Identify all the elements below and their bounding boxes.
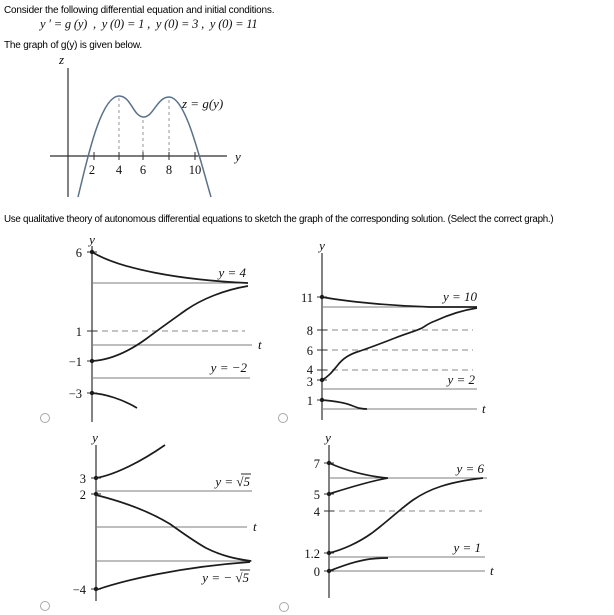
tick-label: 8 <box>306 324 313 338</box>
initial-point <box>94 476 98 480</box>
initial-point <box>320 295 324 299</box>
question-intro-text: Consider the following differential equation and initial conditions. <box>4 5 275 16</box>
tick-label: 4 <box>306 363 313 377</box>
solution-curve-from-minus1 <box>92 286 248 361</box>
initial-point <box>90 359 94 363</box>
tick-label: 5 <box>313 488 320 502</box>
initial-point <box>327 551 331 555</box>
option-a-graph <box>69 232 262 422</box>
equilibrium-label: y = 6 <box>456 461 484 476</box>
gy-curve <box>78 96 211 197</box>
solution-curve-from-0 <box>329 558 388 571</box>
y-axis-label: y <box>325 430 331 445</box>
tick-label: 1 <box>306 394 313 408</box>
y-axis-label: y <box>92 430 98 445</box>
tick-label: 3 <box>306 375 313 389</box>
option-c-radio[interactable] <box>40 601 50 611</box>
initial-point <box>327 461 331 465</box>
y-axis-label: y <box>235 149 241 164</box>
tick-label: 2 <box>79 488 86 502</box>
equilibrium-label: y = √5 <box>215 474 250 489</box>
tick-label: 10 <box>188 163 202 177</box>
tick-label: 1.2 <box>304 547 320 561</box>
tick-label: 7 <box>313 457 320 471</box>
t-axis-label: t <box>482 401 486 416</box>
t-axis-label: t <box>253 519 257 534</box>
tick-label: 6 <box>306 344 313 358</box>
tick-label: 6 <box>139 163 147 177</box>
tick-label: 0 <box>313 565 320 579</box>
equilibrium-label: y = − √5 <box>202 570 249 585</box>
solution-curve-from-minus3 <box>92 393 137 408</box>
initial-point <box>90 391 94 395</box>
equilibrium-label: y = −2 <box>210 360 247 375</box>
tick-label: 1 <box>75 325 82 339</box>
solution-curve-from-3 <box>322 308 477 380</box>
differential-equation: y ′ = g (y) , y (0) = 1 , y (0) = 3 , y (0) = 11 <box>40 17 258 31</box>
tick-label: 3 <box>79 472 86 486</box>
initial-point <box>327 492 331 496</box>
tick-label: 2 <box>88 163 96 177</box>
initial-point <box>94 587 98 591</box>
instruction-text: Use qualitative theory of autonomous differential equations to sketch the graph of the corresponding solution. (Select the correct graph.) <box>4 214 554 225</box>
equilibrium-label: y = 10 <box>442 289 477 304</box>
tick-label: 4 <box>313 505 320 519</box>
initial-point <box>90 250 94 254</box>
solution-curve-from-5 <box>329 478 388 494</box>
z-axis-label: z <box>58 52 64 67</box>
y-axis-label: y <box>319 238 325 253</box>
gy-curve-label: z = g(y) <box>182 96 224 111</box>
equilibrium-label: y = 2 <box>447 372 475 387</box>
gy-graph <box>50 52 241 197</box>
initial-point <box>320 398 324 402</box>
solution-curve-from-2 <box>96 495 251 561</box>
option-d-radio[interactable] <box>279 602 289 612</box>
equilibrium-label: y = 4 <box>218 265 246 280</box>
tick-label: 4 <box>115 163 123 177</box>
tick-label: −1 <box>68 355 82 369</box>
solution-curve-from-7 <box>329 463 387 478</box>
tick-label: 8 <box>165 163 173 177</box>
option-d-graph <box>304 430 494 598</box>
graph-caption-text: The graph of g(y) is given below. <box>4 40 142 51</box>
option-b-graph <box>301 238 486 420</box>
t-axis-label: t <box>258 337 262 352</box>
initial-point <box>94 492 98 496</box>
equilibrium-label: y = 1 <box>453 540 481 555</box>
option-c-graph <box>73 430 257 601</box>
option-b-radio[interactable] <box>278 413 288 423</box>
solution-curve-from-1 <box>322 400 367 409</box>
option-a-radio[interactable] <box>40 413 50 423</box>
initial-point <box>327 569 331 573</box>
tick-label: 11 <box>300 291 313 305</box>
tick-label: −3 <box>68 387 82 401</box>
y-axis-label: y <box>89 232 95 247</box>
tick-label: 6 <box>75 246 82 260</box>
solution-curve-from-3 <box>96 445 165 478</box>
t-axis-label: t <box>490 563 494 578</box>
tick-label: −4 <box>72 583 86 597</box>
initial-point <box>320 378 324 382</box>
